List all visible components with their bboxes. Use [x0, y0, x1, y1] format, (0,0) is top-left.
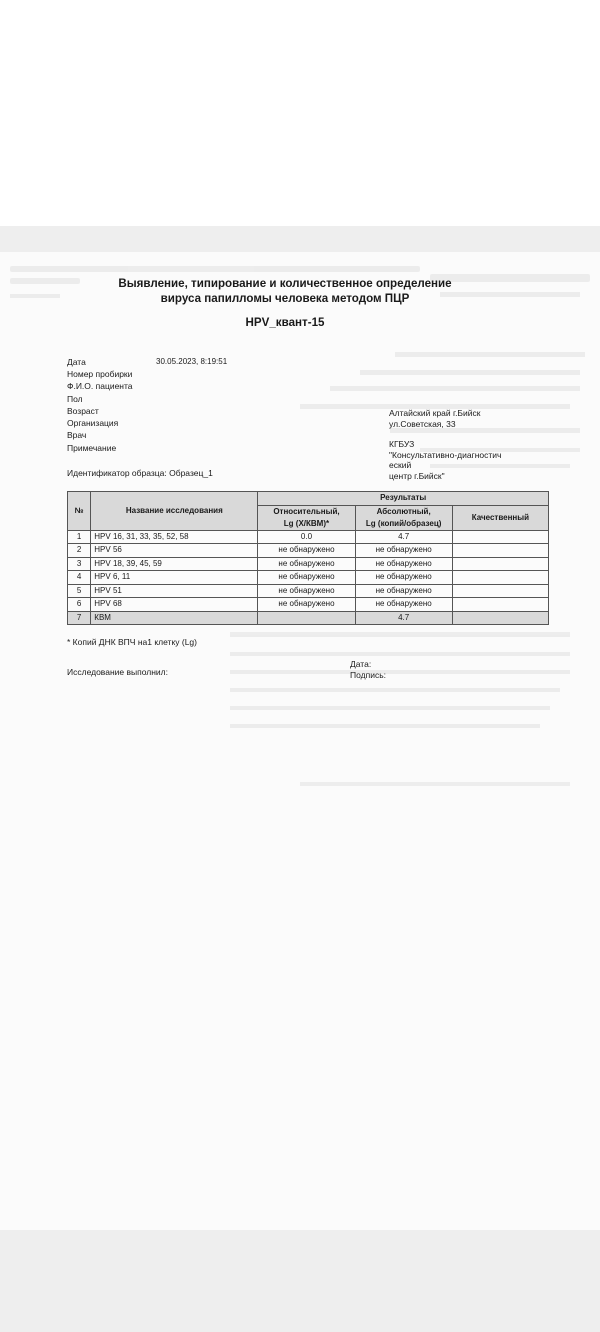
table-row [68, 584, 549, 598]
sex-label: Пол [67, 394, 83, 404]
cell-absolute: 4.7 [355, 530, 452, 544]
col-header-absolute [355, 505, 452, 530]
cell-qualitative [452, 584, 548, 598]
cell-no: 3 [68, 557, 91, 571]
footnote: * Копий ДНК ВПЧ на1 клетку (Lg) [67, 637, 197, 647]
col-header-absolute-line-1: Абсолютный, [376, 506, 431, 516]
table-row [68, 557, 549, 571]
cell-absolute: не обнаружено [355, 571, 452, 585]
sign-date-label: Дата: [350, 659, 372, 669]
org-address-line-1: Алтайский край г.Бийск [389, 408, 481, 418]
page-gap-bottom [0, 1230, 600, 1332]
date-label: Дата [67, 357, 86, 367]
organization-info [389, 408, 501, 481]
col-header-name: Название исследования [91, 492, 258, 531]
cell-relative [258, 611, 355, 625]
note-label: Примечание [67, 443, 117, 453]
page-gap-top [0, 226, 600, 252]
cell-relative: 0.0 [258, 530, 355, 544]
cell-absolute: не обнаружено [355, 557, 452, 571]
col-header-relative [258, 505, 355, 530]
organization-label: Организация [67, 418, 119, 428]
org-name-line-4: центр г.Бийск" [389, 470, 445, 481]
cell-relative: не обнаружено [258, 584, 355, 598]
cell-no: 7 [68, 611, 91, 625]
cell-absolute: не обнаружено [355, 584, 452, 598]
org-name-line-2: "Консультативно-диагностич [389, 449, 502, 460]
org-address-line-2: ул.Советская, 33 [389, 418, 456, 429]
col-header-relative-line-2: Lg (Х/КВМ)* [283, 518, 330, 528]
results-table [67, 491, 549, 625]
cell-name: HPV 56 [91, 544, 258, 558]
doctor-label: Врач [67, 430, 87, 440]
cell-name: HPV 6, 11 [91, 571, 258, 585]
org-name-line-1: КГБУЗ [389, 439, 415, 449]
tube-number-label: Номер пробирки [67, 369, 133, 379]
paper-bleed-through [0, 252, 600, 1230]
col-header-no: № [68, 492, 91, 531]
cell-name: HPV 68 [91, 598, 258, 612]
cell-relative: не обнаружено [258, 544, 355, 558]
col-header-relative-line-1: Относительный, [273, 506, 340, 516]
cell-qualitative [452, 611, 548, 625]
table-row [68, 598, 549, 612]
org-name-line-3: еский [389, 460, 412, 470]
cell-qualitative [452, 557, 548, 571]
cell-no: 2 [68, 544, 91, 558]
cell-no: 5 [68, 584, 91, 598]
test-kit-name: HPV_квант-15 [245, 316, 325, 329]
cell-no: 1 [68, 530, 91, 544]
table-row-control [68, 611, 549, 625]
col-header-absolute-line-2: Lg (копий/образец) [365, 518, 442, 528]
cell-name: КВМ [91, 611, 258, 625]
cell-relative: не обнаружено [258, 557, 355, 571]
table-row [68, 530, 549, 544]
cell-qualitative [452, 544, 548, 558]
age-label: Возраст [67, 406, 99, 416]
document-title [0, 276, 570, 306]
cell-relative: не обнаружено [258, 598, 355, 612]
patient-name-label: Ф.И.О. пациента [67, 381, 133, 391]
table-row [68, 571, 549, 585]
title-line-1: Выявление, типирование и количественное определение [118, 277, 452, 290]
cell-name: HPV 51 [91, 584, 258, 598]
col-header-qualitative: Качественный [452, 505, 548, 530]
blank-area-top [0, 0, 600, 226]
cell-relative: не обнаружено [258, 571, 355, 585]
signature-block [350, 659, 386, 680]
cell-no: 6 [68, 598, 91, 612]
cell-absolute: не обнаружено [355, 598, 452, 612]
cell-no: 4 [68, 571, 91, 585]
date-value: 30.05.2023, 8:19:51 [156, 357, 228, 366]
cell-qualitative [452, 530, 548, 544]
performed-by-label: Исследование выполнил: [67, 667, 168, 677]
cell-name: HPV 16, 31, 33, 35, 52, 58 [91, 530, 258, 544]
cell-qualitative [452, 598, 548, 612]
cell-name: HPV 18, 39, 45, 59 [91, 557, 258, 571]
signature-label: Подпись: [350, 669, 387, 680]
cell-absolute: не обнаружено [355, 544, 452, 558]
table-row [68, 544, 549, 558]
cell-absolute: 4.7 [355, 611, 452, 625]
col-header-results: Результаты [258, 492, 549, 506]
document-page [0, 252, 600, 1230]
cell-qualitative [452, 571, 548, 585]
title-line-2: вируса папилломы человека методом ПЦР [160, 292, 410, 305]
sample-id: Идентификатор образца: Образец_1 [67, 468, 213, 478]
